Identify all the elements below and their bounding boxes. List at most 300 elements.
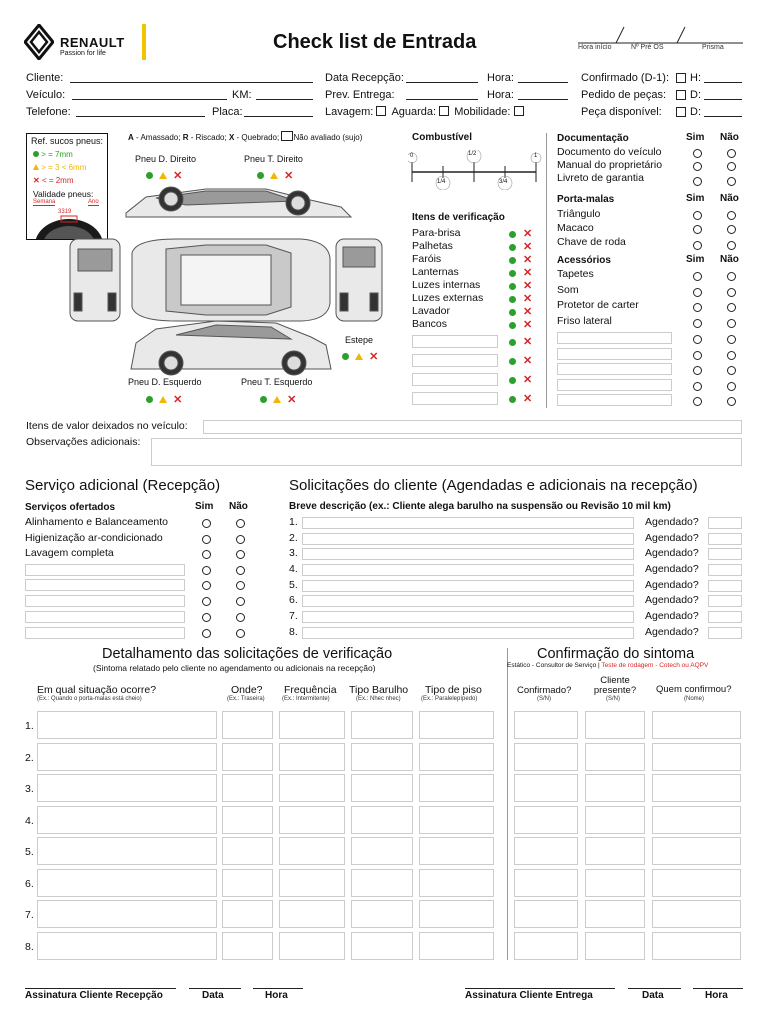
sim-radio[interactable] xyxy=(693,241,702,250)
nao-radio[interactable] xyxy=(727,272,736,281)
verif-row xyxy=(412,318,542,331)
nao-radio[interactable] xyxy=(727,241,736,250)
divider-vertical xyxy=(546,133,547,408)
prev-entrega-field[interactable] xyxy=(406,99,478,100)
solic-row xyxy=(289,610,742,626)
confirmado-label: Confirmado (D-1): xyxy=(581,72,670,84)
detal-c3-input[interactable] xyxy=(279,743,345,771)
not-evaluated-checkbox[interactable] xyxy=(281,131,293,141)
sim-radio[interactable] xyxy=(693,225,702,234)
warn-triangle-icon[interactable] xyxy=(273,396,281,403)
detal-c2-input[interactable] xyxy=(222,743,273,771)
agendado-label: Agendado? xyxy=(645,531,699,544)
nao-radio[interactable] xyxy=(727,366,736,375)
nao-radio[interactable] xyxy=(727,382,736,391)
itens-valor-input[interactable] xyxy=(203,420,742,434)
detal-c5-input[interactable] xyxy=(419,837,494,865)
conf-c1: Confirmado? xyxy=(517,685,572,696)
detal-c1-input[interactable] xyxy=(37,806,217,834)
acess-row xyxy=(557,315,743,330)
ok-dot-icon[interactable] xyxy=(260,396,267,403)
header-fields xyxy=(578,24,743,54)
acess-sim: Sim xyxy=(686,254,705,265)
nao-radio[interactable] xyxy=(727,149,736,158)
detal-c4-input[interactable] xyxy=(351,900,413,928)
sim-radio[interactable] xyxy=(693,366,702,375)
verif-extra-row xyxy=(412,392,542,411)
acess-extra-input[interactable] xyxy=(557,394,672,406)
cliente-field[interactable] xyxy=(70,82,313,83)
sig-ent-line[interactable] xyxy=(465,988,615,989)
detal-c4-input[interactable] xyxy=(351,837,413,865)
bad-x-icon[interactable]: ✕ xyxy=(287,394,297,406)
verif-label: Luzes internas xyxy=(412,279,481,291)
sim-radio[interactable] xyxy=(693,335,702,344)
acess-extra-input[interactable] xyxy=(557,363,672,375)
solic-input[interactable] xyxy=(302,580,634,592)
sim-radio[interactable] xyxy=(202,550,211,559)
sim-radio[interactable] xyxy=(202,597,211,606)
detal-c2-input[interactable] xyxy=(222,900,273,928)
servico-extra-input[interactable] xyxy=(25,627,185,639)
tire-ref-red: < = 2mm xyxy=(41,176,74,185)
servico-extra-input[interactable] xyxy=(25,579,185,591)
detal-c5-input[interactable] xyxy=(419,932,494,960)
bad-x-icon[interactable]: ✕ xyxy=(284,170,294,182)
verif-label: Para-brisa xyxy=(412,227,461,239)
detal-c3-input[interactable] xyxy=(279,900,345,928)
sim-radio[interactable] xyxy=(693,211,702,220)
km-label: KM: xyxy=(232,89,252,101)
detal-c2: Onde? xyxy=(231,684,263,696)
estepe-markers[interactable] xyxy=(342,351,378,363)
solic-row xyxy=(289,626,742,642)
sim-radio[interactable] xyxy=(202,535,211,544)
veiculo-label: Veículo: xyxy=(26,89,66,101)
ok-dot-icon[interactable] xyxy=(509,270,516,277)
solic-num: 4. xyxy=(289,563,298,576)
conf-c3-input[interactable] xyxy=(652,711,741,739)
legend-a-key: A xyxy=(128,133,134,142)
nao-radio[interactable] xyxy=(236,613,245,622)
detal-c2-input[interactable] xyxy=(222,869,273,897)
detal-c2-input[interactable] xyxy=(222,806,273,834)
tire-td-markers[interactable] xyxy=(257,170,293,182)
d1-field[interactable] xyxy=(704,99,742,100)
acess-extra-row xyxy=(557,332,743,348)
servico-extra-input[interactable] xyxy=(25,595,185,607)
nao-radio[interactable] xyxy=(727,225,736,234)
nao-radio[interactable] xyxy=(236,550,245,559)
servico-row xyxy=(25,547,260,563)
tire-fd-markers[interactable] xyxy=(146,170,182,182)
agendado-label: Agendado? xyxy=(645,578,699,591)
agendado-label: Agendado? xyxy=(645,516,699,528)
porta-item-label: Chave de roda xyxy=(557,236,626,248)
sim-radio[interactable] xyxy=(693,162,702,171)
verif-extra-input[interactable] xyxy=(412,354,498,367)
solic-row xyxy=(289,516,742,532)
conf-c3-input[interactable] xyxy=(652,743,741,771)
bad-x-icon[interactable]: ✕ xyxy=(523,393,533,405)
peca-disponivel-checkbox[interactable] xyxy=(676,107,686,117)
servico-extra-input[interactable] xyxy=(25,564,185,576)
conf-c3-input[interactable] xyxy=(652,869,741,897)
sim-radio[interactable] xyxy=(693,177,702,186)
sim-radio[interactable] xyxy=(693,319,702,328)
doc-nao: Não xyxy=(720,132,739,143)
ok-dot-icon[interactable] xyxy=(509,257,516,264)
conf-c2-input[interactable] xyxy=(585,837,645,865)
bad-x-icon[interactable]: ✕ xyxy=(523,319,533,331)
agendado-label: Agendado? xyxy=(645,563,699,576)
nao-radio[interactable] xyxy=(727,288,736,297)
agendado-input[interactable] xyxy=(708,533,742,545)
verif-label: Lanternas xyxy=(412,266,459,278)
detal-c3-input[interactable] xyxy=(279,932,345,960)
servico-section xyxy=(25,501,260,641)
sim-radio[interactable] xyxy=(693,382,702,391)
tire-de-markers[interactable] xyxy=(146,394,182,406)
ok-dot-icon[interactable] xyxy=(509,358,516,365)
solic-input[interactable] xyxy=(302,595,634,607)
detal-c5-input[interactable] xyxy=(419,806,494,834)
sig-data2-line[interactable] xyxy=(628,988,681,989)
conf-c2-input[interactable] xyxy=(585,900,645,928)
ok-dot-icon[interactable] xyxy=(509,283,516,290)
nao-radio[interactable] xyxy=(236,597,245,606)
detal-c3: Frequência xyxy=(284,684,337,696)
detal-c2-input[interactable] xyxy=(222,837,273,865)
bad-x-icon[interactable]: ✕ xyxy=(523,280,533,292)
sig-data2-label: Data xyxy=(642,990,664,1001)
acess-row xyxy=(557,284,743,299)
solic-list xyxy=(289,516,742,642)
detal-c5-input[interactable] xyxy=(419,711,494,739)
detal-c3-input[interactable] xyxy=(279,869,345,897)
bad-x-icon[interactable]: ✕ xyxy=(173,170,183,182)
conf-c3-input[interactable] xyxy=(652,837,741,865)
detal-c2-input[interactable] xyxy=(222,932,273,960)
sim-radio[interactable] xyxy=(693,397,702,406)
conf-c2s: (S/N) xyxy=(606,696,620,702)
warn-triangle-icon[interactable] xyxy=(159,396,167,403)
hora2-field[interactable] xyxy=(518,99,568,100)
conf-c3-input[interactable] xyxy=(652,900,741,928)
detal-c4-input[interactable] xyxy=(351,774,413,802)
ok-dot-icon[interactable] xyxy=(509,244,516,251)
conf-sub-a: Estático - Consultor de Serviço | xyxy=(507,662,602,669)
detal-c1-input[interactable] xyxy=(37,900,217,928)
agendado-input[interactable] xyxy=(708,564,742,576)
placa-label: Placa: xyxy=(212,106,243,118)
lavagem-checkbox[interactable] xyxy=(376,106,386,116)
detal-c5-input[interactable] xyxy=(419,743,494,771)
detal-num: 2. xyxy=(25,751,34,764)
ok-dot-icon[interactable] xyxy=(509,309,516,316)
nao-radio[interactable] xyxy=(236,581,245,590)
nao-radio[interactable] xyxy=(236,535,245,544)
car-diagram-icon[interactable] xyxy=(66,183,386,377)
sim-radio[interactable] xyxy=(693,288,702,297)
detal-c4-input[interactable] xyxy=(351,932,413,960)
detal-c1-input[interactable] xyxy=(37,837,217,865)
nao-radio[interactable] xyxy=(727,303,736,312)
warn-triangle-icon[interactable] xyxy=(270,172,278,179)
conf-c2-input[interactable] xyxy=(585,774,645,802)
brand-bar xyxy=(142,24,146,60)
mobilidade-checkbox[interactable] xyxy=(514,106,524,116)
ok-dot-icon[interactable] xyxy=(257,172,264,179)
warn-triangle-icon[interactable] xyxy=(355,353,363,360)
servico-extra-row xyxy=(25,594,260,610)
conf-c3-input[interactable] xyxy=(652,774,741,802)
bad-x-icon[interactable]: ✕ xyxy=(173,394,183,406)
solic-row xyxy=(289,563,742,579)
bad-x-icon[interactable]: ✕ xyxy=(523,228,533,240)
doc-row xyxy=(557,159,743,172)
solic-input[interactable] xyxy=(302,564,634,576)
detal-c3-input[interactable] xyxy=(279,711,345,739)
solic-row xyxy=(289,594,742,610)
sim-radio[interactable] xyxy=(693,303,702,312)
detal-title: Detalhamento das solicitações de verificação xyxy=(102,646,393,662)
detal-c5-input[interactable] xyxy=(419,900,494,928)
agendado-input[interactable] xyxy=(708,548,742,560)
solic-input[interactable] xyxy=(302,533,634,545)
ok-dot-icon[interactable] xyxy=(509,296,516,303)
legend-na-text: Não avaliado (sujo) xyxy=(293,133,363,142)
conf-c1-input[interactable] xyxy=(514,869,578,897)
servico-extra-row xyxy=(25,626,260,642)
servico-extra-input[interactable] xyxy=(25,611,185,623)
sim-radio[interactable] xyxy=(202,629,211,638)
nao-radio[interactable] xyxy=(236,629,245,638)
bad-x-icon[interactable]: ✕ xyxy=(523,293,533,305)
pedido-pecas-checkbox[interactable] xyxy=(676,90,686,100)
detal-c5-input[interactable] xyxy=(419,869,494,897)
mobilidade-label: Mobilidade: xyxy=(454,106,511,118)
solic-input[interactable] xyxy=(302,627,634,639)
bad-x-icon[interactable]: ✕ xyxy=(523,241,533,253)
agendado-input[interactable] xyxy=(708,580,742,592)
cliente-label: Cliente: xyxy=(26,72,64,84)
acess-header xyxy=(557,254,743,268)
tire-ref-green: > = 7mm xyxy=(41,150,73,159)
observacoes-label: Observações adicionais: xyxy=(26,436,141,448)
ok-dot-icon[interactable] xyxy=(146,396,153,403)
detal-c4-input[interactable] xyxy=(351,711,413,739)
solic-num: 8. xyxy=(289,625,298,638)
detal-c4s: (Ex.: Nhec nhec) xyxy=(356,696,401,702)
header-slashes xyxy=(578,24,743,46)
doc-item-label: Manual do proprietário xyxy=(557,159,663,171)
conf-c2-input[interactable] xyxy=(585,743,645,771)
solic-num: 6. xyxy=(289,594,298,607)
conf-c3-input[interactable] xyxy=(652,932,741,960)
veiculo-field[interactable] xyxy=(72,99,227,100)
solic-input[interactable] xyxy=(302,548,634,560)
agendado-label: Agendado? xyxy=(645,625,699,638)
agendado-input[interactable] xyxy=(708,595,742,607)
detal-row xyxy=(25,900,743,932)
tire-fd-label: Pneu D. Direito xyxy=(135,154,197,164)
sim-radio[interactable] xyxy=(202,566,211,575)
detal-c2-input[interactable] xyxy=(222,774,273,802)
aguarda-checkbox[interactable] xyxy=(439,106,449,116)
sim-radio[interactable] xyxy=(202,519,211,528)
doc-row xyxy=(557,146,743,159)
detal-c3-input[interactable] xyxy=(279,837,345,865)
acess-nao: Não xyxy=(720,254,739,265)
d2-field[interactable] xyxy=(704,116,742,117)
conf-c1-input[interactable] xyxy=(514,711,578,739)
nao-radio[interactable] xyxy=(236,519,245,528)
detal-c1-input[interactable] xyxy=(37,711,217,739)
detal-c2s: (Ex.: Traseira) xyxy=(227,696,265,702)
detal-num: 1. xyxy=(25,720,34,732)
detal-c2-input[interactable] xyxy=(222,711,273,739)
hora1-field[interactable] xyxy=(518,82,568,83)
detal-c5-input[interactable] xyxy=(419,774,494,802)
bad-x-icon[interactable]: ✕ xyxy=(523,355,533,367)
telefone-label: Telefone: xyxy=(26,106,71,118)
detal-row xyxy=(25,711,743,743)
conf-c3-input[interactable] xyxy=(652,806,741,834)
detal-num: 8. xyxy=(25,940,34,953)
acess-extra-input[interactable] xyxy=(557,379,672,391)
bad-x-icon[interactable]: ✕ xyxy=(523,267,533,279)
acess-item-label: Friso lateral xyxy=(557,315,612,327)
detal-c4-input[interactable] xyxy=(351,806,413,834)
tire-ref-green-row xyxy=(33,150,73,159)
detal-c3-input[interactable] xyxy=(279,774,345,802)
bad-x-icon[interactable]: ✕ xyxy=(523,336,533,348)
nao-radio[interactable] xyxy=(727,162,736,171)
nao-radio[interactable] xyxy=(727,211,736,220)
solic-input[interactable] xyxy=(302,517,634,529)
verif-extra-input[interactable] xyxy=(412,335,498,348)
agendado-input[interactable] xyxy=(708,517,742,529)
detal-row xyxy=(25,869,743,901)
agendado-label: Agendado? xyxy=(645,594,699,607)
ok-dot-icon[interactable] xyxy=(509,231,516,238)
sig-hora1-line[interactable] xyxy=(253,988,303,989)
conf-c1-input[interactable] xyxy=(514,837,578,865)
detal-c1-input[interactable] xyxy=(37,774,217,802)
ok-dot-icon[interactable] xyxy=(146,172,153,179)
solic-input[interactable] xyxy=(302,611,634,623)
acess-row xyxy=(557,299,743,315)
detal-c1-input[interactable] xyxy=(37,743,217,771)
doc-item-label: Livreto de garantia xyxy=(557,172,644,184)
h-field[interactable] xyxy=(704,82,742,83)
legend-x-text: - Quebrado; xyxy=(234,133,282,142)
ok-dot-icon[interactable] xyxy=(509,339,516,346)
conf-c2-input[interactable] xyxy=(585,932,645,960)
verif-extra-input[interactable] xyxy=(412,392,498,405)
confirmado-checkbox[interactable] xyxy=(676,73,686,83)
agendado-input[interactable] xyxy=(708,611,742,623)
detal-c3-input[interactable] xyxy=(279,806,345,834)
nao-radio[interactable] xyxy=(727,397,736,406)
itens-valor-label: Itens de valor deixados no veículo: xyxy=(26,420,188,432)
sim-radio[interactable] xyxy=(693,149,702,158)
detal-c1s: (Ex.: Quando o porta-malas está cheio) xyxy=(37,696,142,702)
fuel-0: 0 xyxy=(410,153,414,159)
ok-dot-icon[interactable] xyxy=(509,377,516,384)
tire-te-markers[interactable] xyxy=(260,394,296,406)
detal-c4-input[interactable] xyxy=(351,869,413,897)
km-field[interactable] xyxy=(256,99,313,100)
tire-ref-semana: Semana xyxy=(33,199,56,205)
nao-radio[interactable] xyxy=(727,319,736,328)
data-recepcao-field[interactable] xyxy=(406,82,478,83)
verif-row xyxy=(412,227,542,240)
ok-dot-icon[interactable] xyxy=(509,322,516,329)
hora1-label: Hora: xyxy=(487,72,514,84)
detal-c1-input[interactable] xyxy=(37,932,217,960)
sig-rec-label: Assinatura Cliente Recepção xyxy=(25,990,163,1001)
nao-radio[interactable] xyxy=(727,177,736,186)
placa-field[interactable] xyxy=(244,116,313,117)
nao-radio[interactable] xyxy=(727,351,736,360)
agendado-input[interactable] xyxy=(708,627,742,639)
detal-c1-input[interactable] xyxy=(37,869,217,897)
sim-radio[interactable] xyxy=(202,581,211,590)
sig-rec-line[interactable] xyxy=(25,988,176,989)
acess-extra-input[interactable] xyxy=(557,348,672,360)
observacoes-input[interactable] xyxy=(151,438,742,466)
prisma-label: Prisma xyxy=(702,44,724,51)
conf-c1-input[interactable] xyxy=(514,932,578,960)
conf-c2-input[interactable] xyxy=(585,806,645,834)
servico-row xyxy=(25,532,260,548)
tire-ref-ano: Ano xyxy=(88,199,99,205)
sig-data1-line[interactable] xyxy=(189,988,241,989)
ok-dot-icon[interactable] xyxy=(509,396,516,403)
telefone-field[interactable] xyxy=(76,116,205,117)
conf-c2-input[interactable] xyxy=(585,869,645,897)
nao-radio[interactable] xyxy=(236,566,245,575)
detal-row xyxy=(25,743,743,775)
bad-x-icon[interactable]: ✕ xyxy=(523,254,533,266)
nao-radio[interactable] xyxy=(727,335,736,344)
conf-c1-input[interactable] xyxy=(514,743,578,771)
conf-c1-input[interactable] xyxy=(514,774,578,802)
bad-x-icon[interactable]: ✕ xyxy=(523,306,533,318)
estepe-label: Estepe xyxy=(345,335,374,345)
ok-dot-icon[interactable] xyxy=(342,353,349,360)
sim-radio[interactable] xyxy=(693,351,702,360)
brand-tagline: Passion for life xyxy=(60,50,106,57)
acess-extra-input[interactable] xyxy=(557,332,672,344)
verif-extra-input[interactable] xyxy=(412,373,498,386)
sim-radio[interactable] xyxy=(202,613,211,622)
bad-x-icon[interactable]: ✕ xyxy=(369,351,379,363)
sig-data1-label: Data xyxy=(202,990,224,1001)
acess-item-label: Som xyxy=(557,284,579,296)
sig-hora2-line[interactable] xyxy=(693,988,743,989)
sim-radio[interactable] xyxy=(693,272,702,281)
conf-c1-input[interactable] xyxy=(514,900,578,928)
conf-c1-input[interactable] xyxy=(514,806,578,834)
warn-triangle-icon[interactable] xyxy=(159,172,167,179)
conf-c2-input[interactable] xyxy=(585,711,645,739)
bad-x-icon[interactable]: ✕ xyxy=(523,374,533,386)
detal-c4-input[interactable] xyxy=(351,743,413,771)
conf-c1s: (S/N) xyxy=(537,696,551,702)
